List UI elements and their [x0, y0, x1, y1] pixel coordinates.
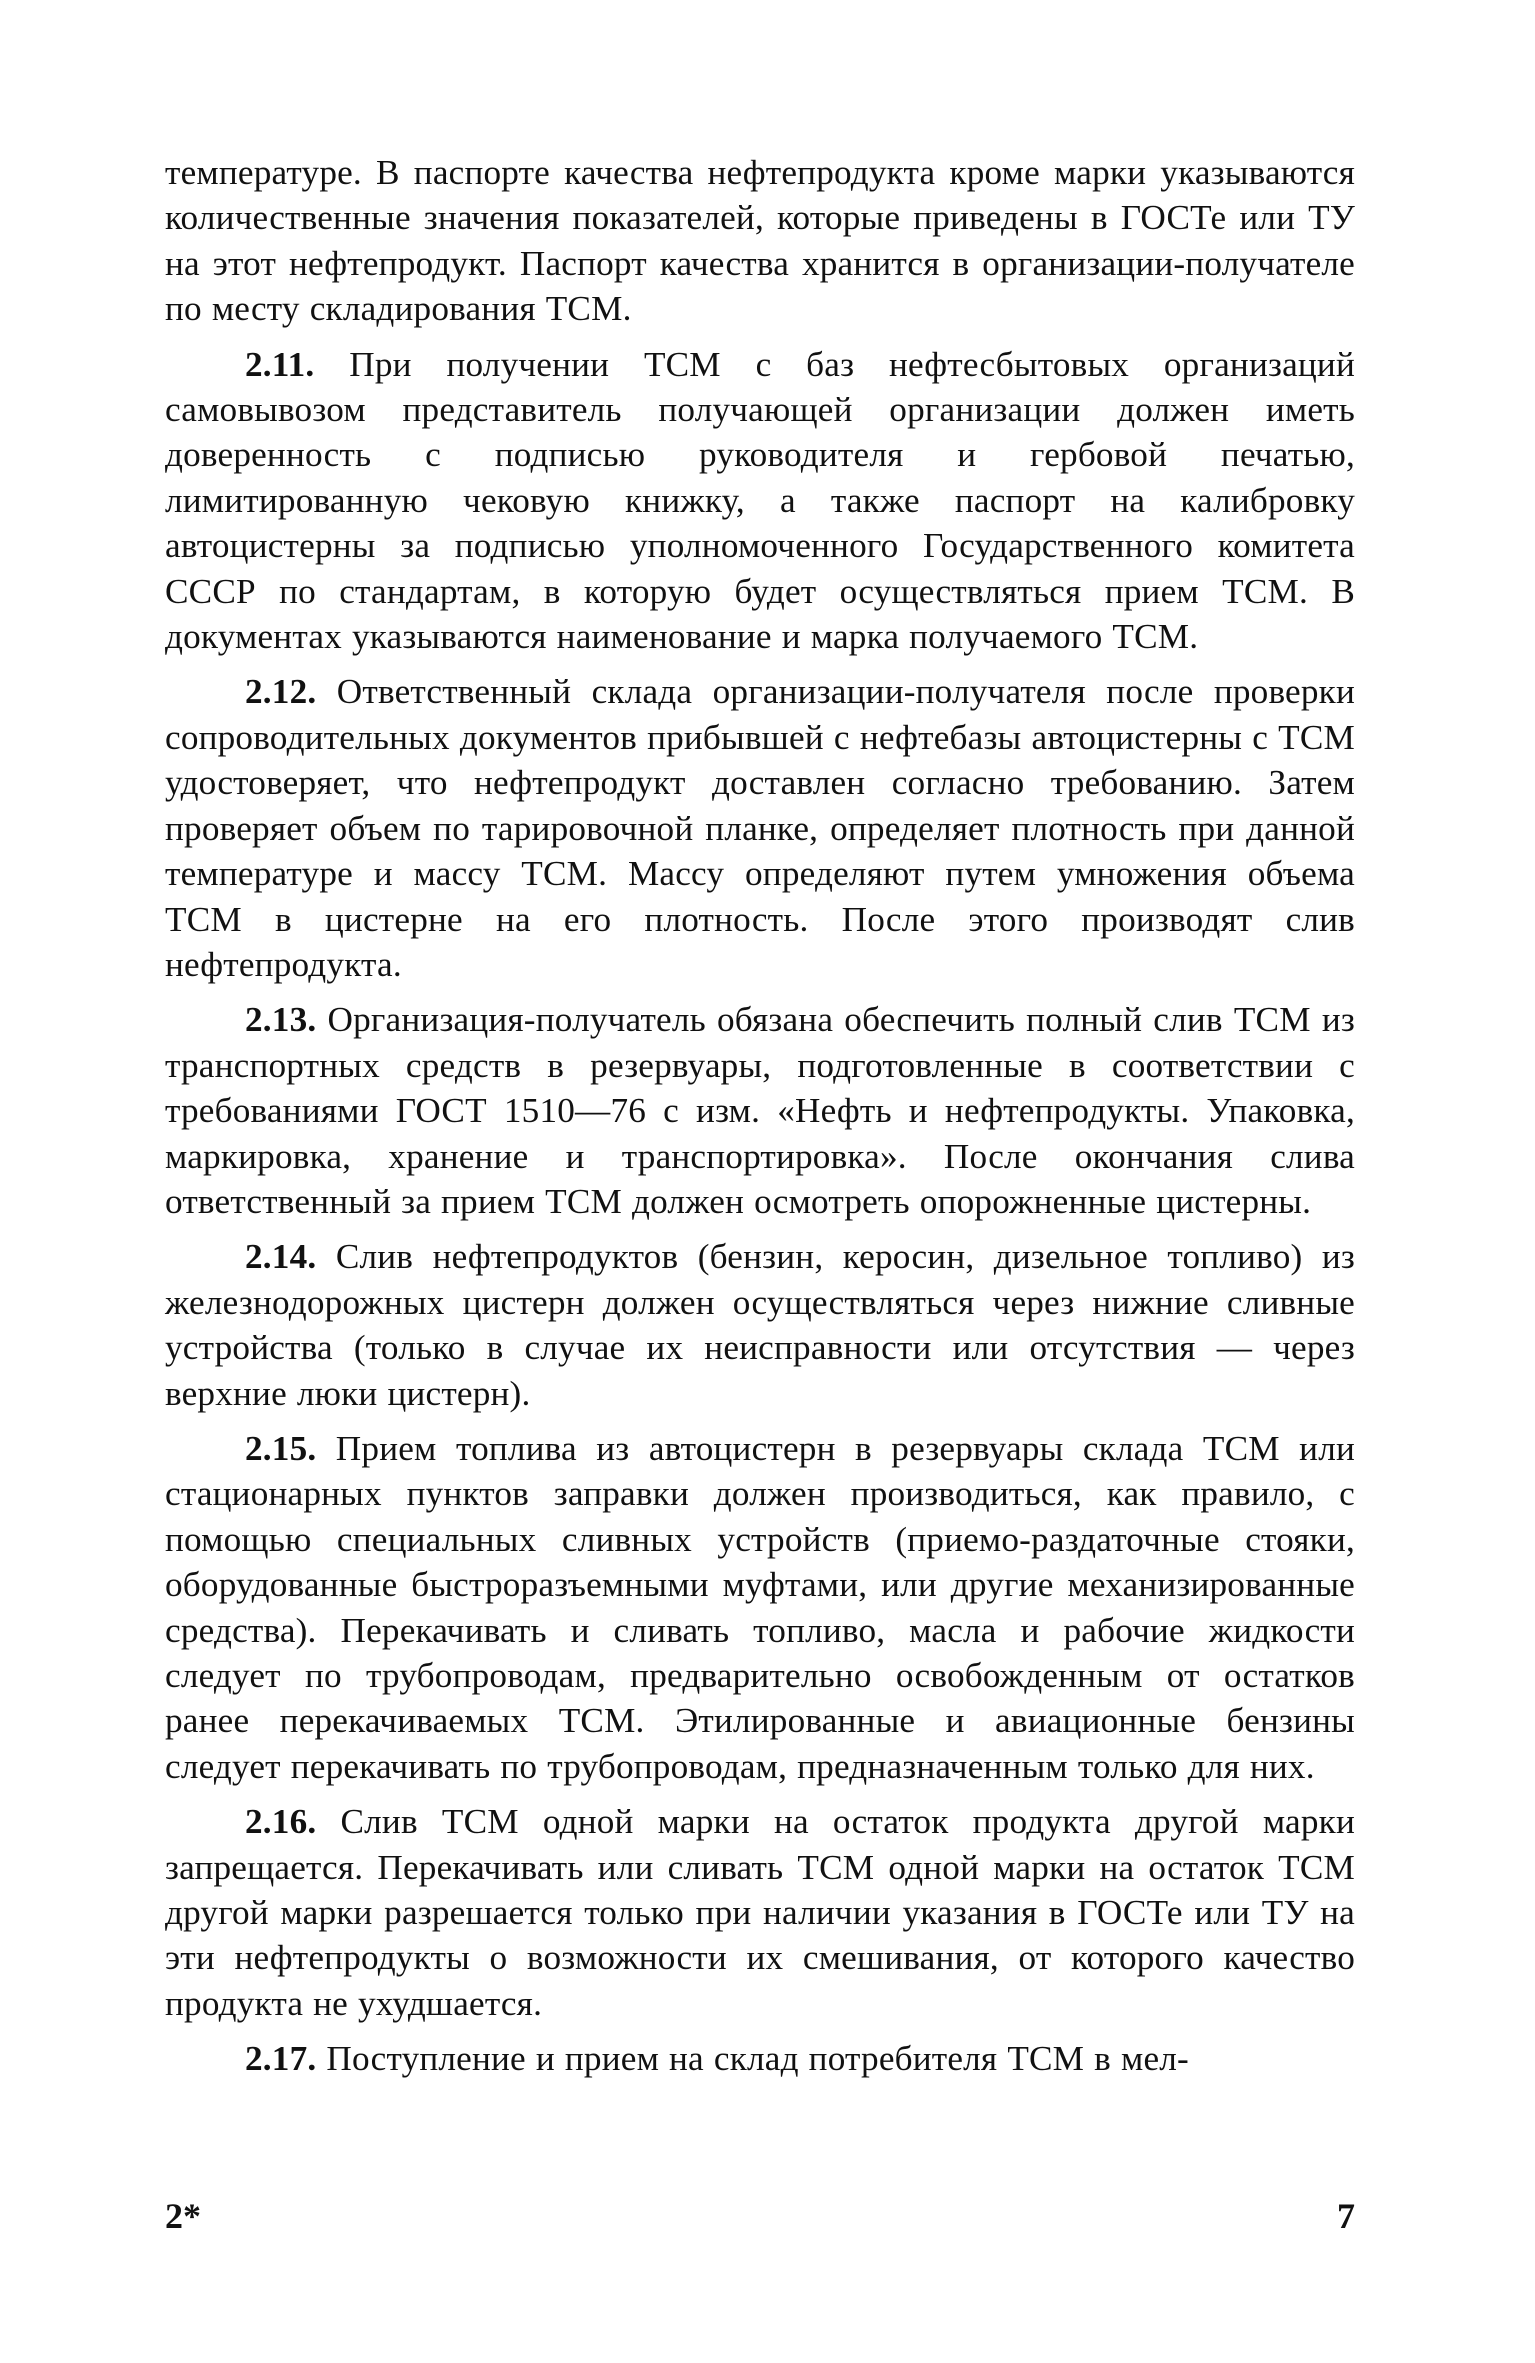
paragraph-text: Поступление и прием на склад потребителя ТСМ в мел- [316, 2039, 1189, 2079]
paragraph-text: Слив нефтепродуктов (бензин, керосин, дизельное топливо) из железнодорожных цистерн должен осуществляться через нижние сливные устройства (только в случае их неисправности или отсутствия — через верхние люки цистерн). [165, 1237, 1355, 1413]
paragraph-2-13 [165, 997, 1355, 1224]
signature-mark: 2* [165, 2196, 201, 2236]
paragraph-2-11 [165, 342, 1355, 660]
paragraph-number: 2.16. [245, 1802, 317, 1842]
paragraph-number: 2.12. [245, 672, 317, 712]
paragraph-text: Слив ТСМ одной марки на остаток продукта другой марки запрещается. Перекачивать или сливать ТСМ одной марки на остаток ТСМ другой марки разрешается только при наличии указания в ГОСТе или ТУ на эти нефтепродукты о возможности их смешивания, от которого качество продукта не ухудшается. [165, 1802, 1355, 2023]
paragraph-text: температуре. В паспорте качества нефтепродукта кроме марки указываются количественные значения показателей, которые приведены в ГОСТе или ТУ на этот нефтепродукт. Паспорт качества хранится в организации-получателе по месту складирования ТСМ. [165, 153, 1355, 329]
paragraph-number: 2.17. [245, 2039, 317, 2079]
paragraph-2-17 [165, 2036, 1355, 2081]
paragraph-2-14 [165, 1234, 1355, 1416]
paragraph-text: При получении ТСМ с баз нефтесбытовых организаций самовывозом представитель получающей организации должен иметь доверенность с подписью руководителя и гербовой печатью, лимитированную чековую книжку, а также паспорт на калибровку автоцистерны за подписью уполномоченного Государственного комитета СССР по стандартам, в которую будет осуществляться прием ТСМ. В документах указываются наименование и марка получаемого ТСМ. [165, 344, 1355, 657]
paragraph-2-15 [165, 1426, 1355, 1789]
paragraph-number: 2.15. [245, 1428, 317, 1468]
paragraph-2-12 [165, 669, 1355, 987]
paragraph-number: 2.11. [245, 344, 315, 384]
paragraph-continuation [165, 150, 1355, 332]
paragraph-2-16 [165, 1799, 1355, 2026]
paragraph-text: Организация-получатель обязана обеспечить полный слив ТСМ из транспортных средств в резервуары, подготовленные в соответствии с требованиями ГОСТ 1510—76 с изм. «Нефть и нефтепродукты. Упаковка, маркировка, хранение и транспортировка». После окончания слива ответственный за прием ТСМ должен осмотреть опорожненные цистерны. [165, 1000, 1355, 1221]
paragraph-text: Ответственный склада организации-получателя после проверки сопроводительных документов прибывшей с нефтебазы автоцистерны с ТСМ удостоверяет, что нефтепродукт доставлен согласно требованию. Затем проверяет объем по тарировочной планке, определяет плотность при данной температуре и массу ТСМ. Массу определяют путем умножения объема ТСМ в цистерне на его плотность. После этого производят слив нефтепродукта. [165, 672, 1355, 984]
page-body [165, 150, 1355, 2092]
paragraph-text: Прием топлива из автоцистерн в резервуары склада ТСМ или стационарных пунктов заправки должен производиться, как правило, с помощью специальных сливных устройств (приемо-раздаточные стояки, оборудованные быстроразъемными муфтами, или другие механизированные средства). Перекачивать и сливать топливо, масла и рабочие жидкости следует по трубопроводам, предварительно освобожденным от остатков ранее перекачиваемых ТСМ. Этилированные и авиационные бензины следует перекачивать по трубопроводам, предназначенным только для них. [165, 1428, 1355, 1786]
page-footer [165, 2195, 1355, 2245]
page-number: 7 [1337, 2196, 1355, 2236]
paragraph-number: 2.14. [245, 1237, 317, 1277]
paragraph-number: 2.13. [245, 1000, 317, 1040]
